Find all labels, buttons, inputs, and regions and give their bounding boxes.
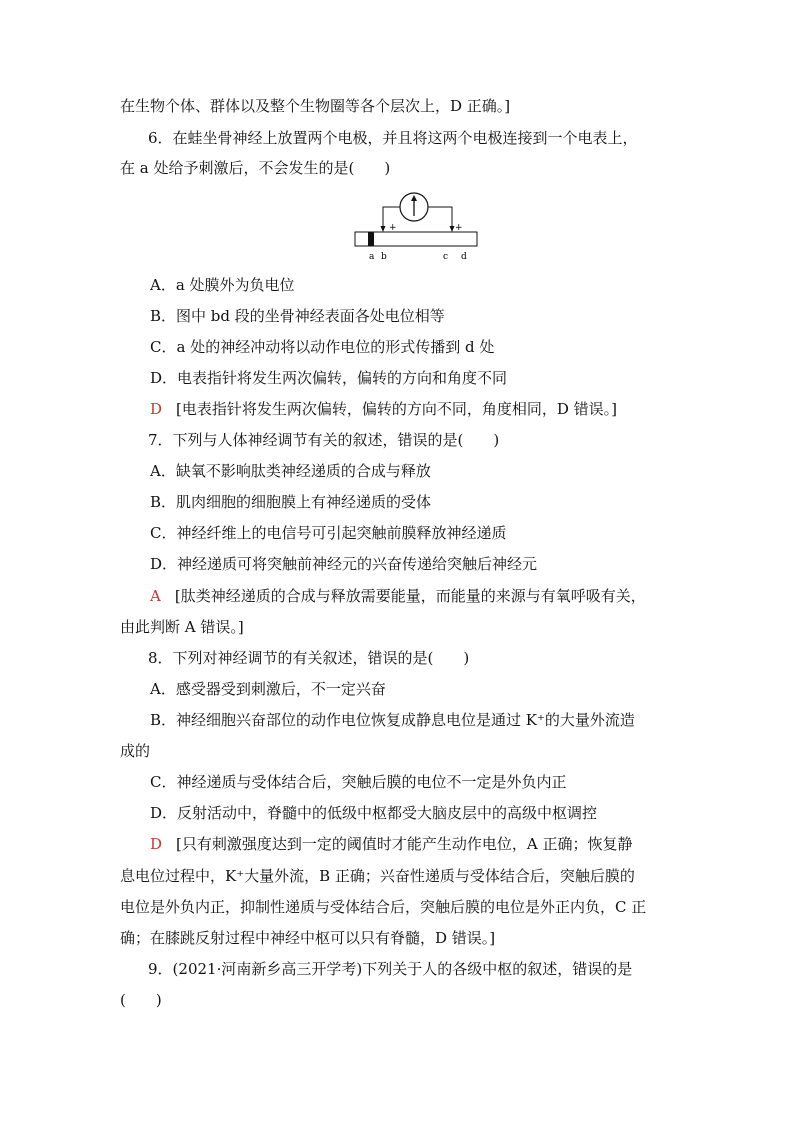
option-8-b-cont: 成的 [120, 742, 151, 760]
question-8-stem: 8．下列对神经调节的有关叙述，错误的是( ) [148, 649, 470, 667]
question-6-stem-cont: 在 a 处给予刺激后，不会发生的是( ) [120, 159, 391, 177]
question-9-stem: 9．(2021·河南新乡高三开学考)下列关于人的各级中枢的叙述，错误的是 [148, 960, 633, 978]
answer-letter: A [150, 587, 161, 605]
option-7-c: C．神经纤维上的电信号可引起突触前膜释放神经递质 [150, 524, 507, 542]
question-9-stem-cont: ( ) [120, 991, 162, 1009]
option-6-b: B．图中 bd 段的坐骨神经表面各处电位相等 [150, 307, 445, 325]
answer-text: [肽类神经递质的合成与释放需要能量，而能量的来源与有氧呼吸有关， [174, 587, 646, 605]
text-line: 在生物个体、群体以及整个生物圈等各个层次上，D 正确。] [120, 97, 511, 115]
answer-8 [150, 834, 633, 854]
answer-8-cont: 确；在膝跳反射过程中神经中枢可以只有脊髓，D 错误。] [120, 929, 496, 947]
option-6-a: A．a 处膜外为负电位 [150, 276, 295, 294]
question-6-stem: 6．在蛙坐骨神经上放置两个电极，并且将这两个电极连接到一个电表上， [148, 129, 638, 147]
answer-letter: D [150, 400, 163, 418]
option-8-a: A．感受器受到刺激后，不一定兴奋 [150, 680, 386, 698]
electrode-diagram [352, 188, 482, 260]
label-a: a [369, 252, 375, 260]
option-8-b: B．神经细胞兴奋部位的动作电位恢复成静息电位是通过 K⁺的大量外流造 [150, 711, 635, 729]
answer-8-cont: 电位是外负内正，抑制性递质与受体结合后，突触后膜的电位是外正内负，C 正 [120, 898, 647, 916]
option-8-d: D．反射活动中，脊髓中的低级中枢都受大脑皮层中的高级中枢调控 [150, 804, 598, 822]
plus-sign-left: + [389, 223, 397, 233]
option-7-d: D．神经递质可将突触前神经元的兴奋传递给突触后神经元 [150, 555, 538, 573]
answer-text: [电表指针将发生两次偏转，偏转的方向不同，角度相同，D 错误。] [176, 400, 618, 418]
option-7-a: A．缺氧不影响肽类神经递质的合成与释放 [150, 462, 431, 480]
answer-text: [只有刺激强度达到一定的阈值时才能产生动作电位，A 正确；恢复静 [176, 835, 633, 853]
label-d: d [461, 252, 467, 260]
option-6-c: C．a 处的神经冲动将以动作电位的形式传播到 d 处 [150, 338, 495, 356]
option-8-c: C．神经递质与受体结合后，突触后膜的电位不一定是外负内正 [150, 773, 567, 791]
label-c: c [443, 252, 449, 260]
plus-sign-right: + [455, 223, 463, 233]
label-b: b [381, 252, 387, 260]
option-6-d: D．电表指针将发生两次偏转，偏转的方向和角度不同 [150, 369, 508, 387]
answer-8-cont: 息电位过程中，K⁺大量外流，B 正确；兴奋性递质与受体结合后，突触后膜的 [120, 867, 635, 885]
answer-letter: D [150, 835, 163, 853]
question-7-stem: 7．下列与人体神经调节有关的叙述，错误的是( ) [148, 431, 500, 449]
stimulus-block [368, 232, 374, 246]
answer-7 [150, 586, 646, 606]
option-7-b: B．肌肉细胞的细胞膜上有神经递质的受体 [150, 493, 432, 511]
answer-6 [150, 399, 617, 419]
answer-7-cont: 由此判断 A 错误。] [120, 618, 244, 636]
